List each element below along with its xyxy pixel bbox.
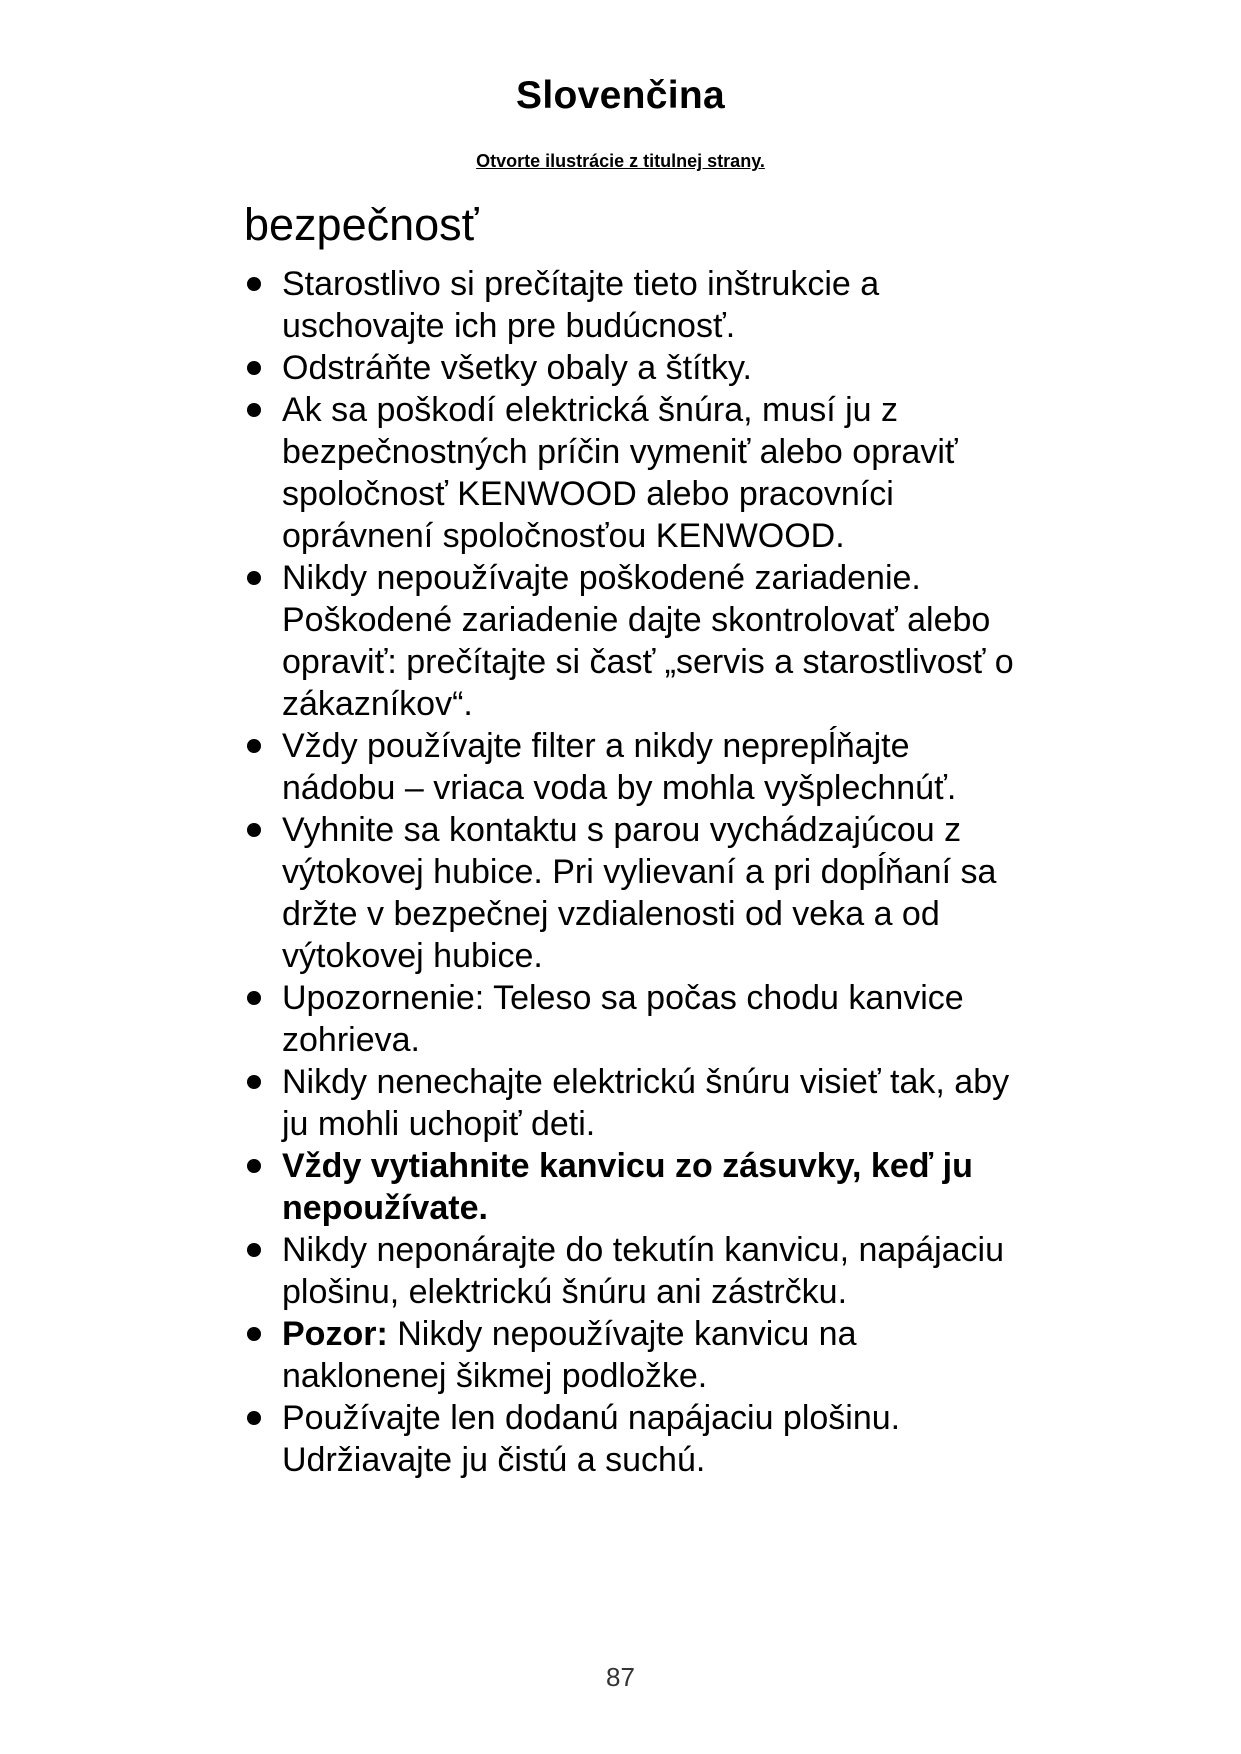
list-item [244, 1313, 1024, 1397]
bullet-icon [247, 1243, 261, 1257]
list-item [244, 263, 1024, 347]
list-item-text: Nikdy nenechajte elektrickú šnúru visieť tak, aby ju mohli uchopiť deti. [282, 1063, 1010, 1143]
list-item-text: Starostlivo si prečítajte tieto inštrukcie a uschovajte ich pre budúcnosť. [282, 265, 880, 345]
bullet-icon [247, 571, 261, 585]
list-item [244, 1397, 1024, 1481]
list-item [244, 977, 1024, 1061]
list-item-text: Nikdy neponárajte do tekutín kanvicu, napájaciu plošinu, elektrickú šnúru ani zástrčku. [282, 1231, 1005, 1311]
list-item-text: Používajte len dodanú napájaciu plošinu. Udržiavajte ju čistú a suchú. [282, 1399, 901, 1479]
bullet-icon [247, 739, 261, 753]
list-item [244, 809, 1024, 977]
bullet-icon [247, 1159, 261, 1173]
list-item [244, 1145, 1024, 1229]
bullet-icon [247, 1327, 261, 1341]
illustration-note: Otvorte ilustrácie z titulnej strany. [476, 151, 765, 171]
list-item-text: Vyhnite sa kontaktu s parou vychádzajúcou z výtokovej hubice. Pri vylievaní a pri dopĺňaní sa držte v bezpečnej vzdialenosti od veka a od výtokovej hubice. [282, 811, 997, 975]
bullet-icon [247, 1411, 261, 1425]
list-item-text: Odstráňte všetky obaly a štítky. [282, 349, 752, 387]
list-item-text: Nikdy nepoužívajte poškodené zariadenie. Poškodené zariadenie dajte skontrolovať alebo opraviť: prečítajte si časť „servis a starostlivosť o zákazníkov“. [282, 559, 1014, 723]
list-item [244, 1061, 1024, 1145]
list-item-text: Ak sa poškodí elektrická šnúra, musí ju z bezpečnostných príčin vymeniť alebo opraviť spoločnosť KENWOOD alebo pracovníci oprávnení spoločnosťou KENWOOD. [282, 391, 958, 555]
list-item [244, 1229, 1024, 1313]
page-title: Slovenčina [516, 74, 725, 117]
section-heading: bezpečnosť [244, 199, 479, 250]
list-item-text: Nikdy nepoužívajte kanvicu na naklonenej šikmej podložke. [282, 1315, 857, 1395]
bullet-icon [247, 1075, 261, 1089]
list-item [244, 389, 1024, 557]
list-item [244, 347, 1024, 389]
list-item [244, 725, 1024, 809]
list-item-bold-label: Pozor: [282, 1315, 388, 1353]
bullet-icon [247, 991, 261, 1005]
bullet-icon [247, 823, 261, 837]
bullet-icon [247, 361, 261, 375]
list-item-text: Upozornenie: Teleso sa počas chodu kanvice zohrieva. [282, 979, 964, 1059]
bullet-icon [247, 277, 261, 291]
list-item-bold-text: Vždy vytiahnite kanvicu zo zásuvky, keď ju nepoužívate. [282, 1147, 973, 1227]
page-number: 87 [606, 1662, 635, 1692]
list-item [244, 557, 1024, 725]
list-item-text: Vždy používajte filter a nikdy neprepĺňajte nádobu – vriaca voda by mohla vyšplechnúť. [282, 727, 957, 807]
safety-list [244, 263, 1024, 1481]
bullet-icon [247, 403, 261, 417]
